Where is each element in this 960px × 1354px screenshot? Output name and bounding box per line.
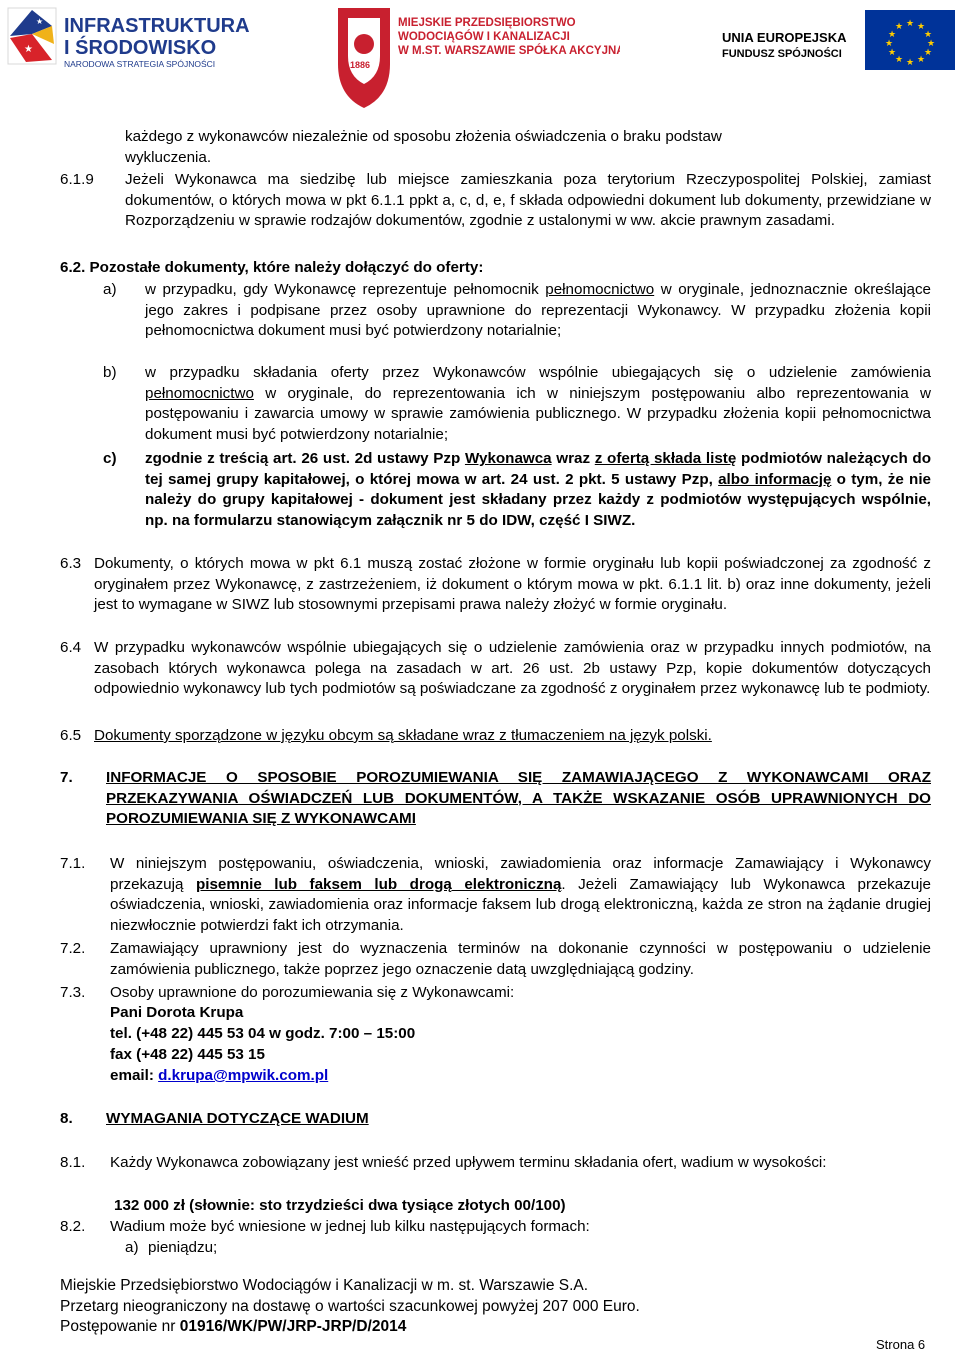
section-8-2-number: 8.2. — [60, 1218, 86, 1235]
mpwik-line-2: WODOCIĄGÓW I KANALIZACJI — [398, 31, 570, 43]
page-footer — [60, 1276, 640, 1338]
section-6-3-number: 6.3 — [60, 555, 82, 572]
eu-line-2: FUNDUSZ SPÓJNOŚCI — [722, 48, 842, 60]
footer-line-3: Postępowanie nr 01916/WK/PW/JRP-JRP/D/2014 — [60, 1318, 407, 1335]
section-6-5-number: 6.5 — [60, 727, 82, 744]
is-title: INFRASTRUKTURA — [64, 15, 250, 37]
section-7-3-text: Osoby uprawnione do porozumiewania się z Wykonawcami: — [110, 984, 515, 1001]
svg-text:★: ★ — [917, 22, 926, 32]
contact-fax: fax (+48 22) 445 53 15 — [110, 1046, 265, 1063]
mpwik-line-3: W M.ST. WARSZAWIE SPÓŁKA AKCYJNA — [398, 45, 620, 57]
footer-line-1: Miejskie Przedsiębiorstwo Wodociągów i Kanalizacji w m. st. Warszawie S.A. — [60, 1277, 589, 1294]
item-a-label: a) — [103, 281, 117, 298]
section-7-1-text: W niniejszym postępowaniu, oświadczenia, wnioski, zawiadomienia oraz informacje Zamawiający i Wykonawcy przekazują pisemnie lub faksem lub drogą elektroniczną. Jeżeli Zamawiający lub Wykonawca przekazuje oświadczenia, wnioski, zawiadomienia oraz informacje faksem lub drogą elektroniczną, każda ze stron na żądanie drugiej niezwłocznie potwierdzi fakt ich otrzymania. — [110, 855, 932, 934]
svg-text:★: ★ — [924, 30, 933, 40]
section-7-heading: INFORMACJE O SPOSOBIE POROZUMIEWANIA SIĘ ZAMAWIAJĄCEGO Z WYKONAWCAMI ORAZ PRZEKAZYWANIA OŚWIADCZEŃ LUB DOKUMENTÓW, A TAKŻE WSKAZANIE OSÓB UPRAWNIONYCH DO POROZUMIEWANIA SIĘ Z WYKONAWCAMI — [106, 769, 931, 827]
section-8-2-text: Wadium może być wniesione w jednej lub kilku następujących formach: — [110, 1218, 590, 1235]
section-8-heading: WYMAGANIA DOTYCZĄCE WADIUM — [106, 1110, 369, 1127]
svg-text:★: ★ — [36, 17, 44, 26]
item-c-label: c) — [103, 450, 117, 467]
section-7-1-number: 7.1. — [60, 855, 86, 872]
is-title-2: I ŚRODOWISKO — [64, 37, 217, 59]
section-8-1-text: Każdy Wykonawca zobowiązany jest wnieść przed upływem terminu składania ofert, wadium w wysokości: — [110, 1154, 827, 1171]
svg-text:★: ★ — [924, 48, 933, 58]
svg-text:★: ★ — [888, 48, 897, 58]
item-c-text: zgodnie z treścią art. 26 ust. 2d ustawy Pzp Wykonawca wraz z ofertą składa listę podmiotów należących do tej samej grupy kapitałowej, o której mowa w art. 24 ust. 2 pkt. 5 ustawy Pzp, albo informację o tym, że nie należy do grupy kapitałowej - dokument jest składany przez każdy z podmiotów występujących wspólnie, np. na formularzu stanowiącym załącznik nr 5 do IDW, część I SIWZ. — [145, 450, 931, 529]
section-6-5-text: Dokumenty sporządzone w języku obcym są składane wraz z tłumaczeniem na język polski. — [94, 727, 712, 744]
contact-email-line: email: d.krupa@mpwik.com.pl — [110, 1067, 329, 1084]
mpwik-line-1: MIEJSKIE PRZEDSIĘBIORSTWO — [398, 17, 576, 29]
procedure-number: 01916/WK/PW/JRP-JRP/D/2014 — [179, 1318, 407, 1335]
item-8-2-a-text: pieniądzu; — [148, 1239, 218, 1256]
infrastruktura-logo — [6, 4, 256, 74]
section-6-4-text: W przypadku wykonawców wspólnie ubiegających się o udzielenie zamówienia oraz w przypadku innych podmiotów, na zasobach których wykonawca polega na zasadach w art. 26 ust. 2b ustawy Pzp, kopie dokumentów dotyczących odpowiednio wykonawcy lub tych podmiotów są poświadczane za zgodność z oryginałem przez wykonawcę lub te podmioty. — [94, 639, 931, 697]
mpwik-logo — [330, 4, 620, 112]
section-7-number: 7. — [60, 769, 73, 786]
item-b-text: w przypadku składania oferty przez Wykonawców wspólnie ubiegających się o udzielenie zamówienia pełnomocnictwo w oryginale, do reprezentowania ich w niniejszym postępowaniu albo reprezentowania w postępowaniu i zawarcia umowy w sprawie zamówienia publicznego. W przypadku złożenia kopii pełnomocnictwa dokument musi być potwierdzony notarialnie; — [145, 364, 931, 443]
svg-text:★: ★ — [895, 22, 904, 32]
section-6-1-9-text: Jeżeli Wykonawca ma siedzibę lub miejsce zamieszkania poza terytorium Rzeczypospolitej Polskiej, zamiast dokumentów, o których mowa w pkt 6.1.1 ppkt a, c, d, e, f składa odpowiedni dokument lub dokumenty, przewidziane w Rozporządzeniu w sprawie rodzajów dokumentów, zgodnie z ustalonymi w ww. akcie prawnym zasadami. — [125, 171, 931, 229]
eu-logo — [720, 4, 958, 74]
svg-text:★: ★ — [906, 58, 915, 68]
item-a-text: w przypadku, gdy Wykonawcę reprezentuje pełnomocnik pełnomocnictwo w oryginale, jednoznacznie określające jego zakres i podpisane przez osoby uprawnione do reprezentacji Wykonawcy. W przypadku złożenia kopii pełnomocnictwa dokument musi być potwierdzony notarialnie; — [145, 281, 931, 339]
intro-paragraph: każdego z wykonawców niezależnie od sposobu złożenia oświadczenia o braku podstaw wykluczenia. — [125, 128, 722, 166]
eu-line-1: UNIA EUROPEJSKA — [722, 30, 847, 45]
svg-text:★: ★ — [927, 39, 936, 49]
svg-text:★: ★ — [917, 55, 926, 65]
section-6-1-9-number: 6.1.9 — [60, 171, 94, 188]
section-6-3-text: Dokumenty, o których mowa w pkt 6.1 muszą zostać złożone w formie oryginału lub kopii poświadczonej za zgodność z oryginałem przez Wykonawcę, z zastrzeżeniem, iż dokument o którym mowa w pkt. 6.1.1 lit. b) oraz inne dokumenty, jeżeli jest to wymagane w SIWZ lub stosownymi przepisami prawa należy złożyć w formie oryginału. — [94, 555, 931, 613]
page-number: Strona 6 — [876, 1337, 926, 1352]
svg-text:★: ★ — [885, 39, 894, 49]
svg-text:★: ★ — [895, 55, 904, 65]
item-b-label: b) — [103, 364, 117, 381]
is-subtitle: NARODOWA STRATEGIA SPÓJNOŚCI — [64, 59, 216, 69]
section-6-2-heading: 6.2. Pozostałe dokumenty, które należy dołączyć do oferty: — [60, 259, 484, 276]
deposit-amount: 132 000 zł (słownie: sto trzydzieści dwa tysiące złotych 00/100) — [114, 1197, 566, 1214]
contact-person: Pani Dorota Krupa — [110, 1004, 244, 1021]
svg-text:★: ★ — [906, 19, 915, 29]
section-6-4-number: 6.4 — [60, 639, 82, 656]
section-7-2-number: 7.2. — [60, 940, 86, 957]
section-8-1-number: 8.1. — [60, 1154, 86, 1171]
contact-phone: tel. (+48 22) 445 53 04 w godz. 7:00 – 15:00 — [110, 1025, 416, 1042]
section-8-number: 8. — [60, 1110, 73, 1127]
item-8-2-a-label: a) — [125, 1239, 139, 1256]
mpwik-year: 1886 — [350, 60, 371, 70]
footer-line-2: Przetarg nieograniczony na dostawę o wartości szacunkowej powyżej 207 000 Euro. — [60, 1297, 640, 1315]
contact-email-link[interactable]: d.krupa@mpwik.com.pl — [158, 1067, 329, 1084]
section-7-2-text: Zamawiający uprawniony jest do wyznaczenia terminów na dokonanie czynności w postępowaniu o udzielenie zamówienia publicznego, także poprzez jego oznaczenie datą uwzględniającą godziny. — [110, 940, 931, 978]
svg-text:★: ★ — [24, 44, 33, 55]
section-7-3-number: 7.3. — [60, 984, 86, 1001]
svg-text:★: ★ — [888, 30, 897, 40]
